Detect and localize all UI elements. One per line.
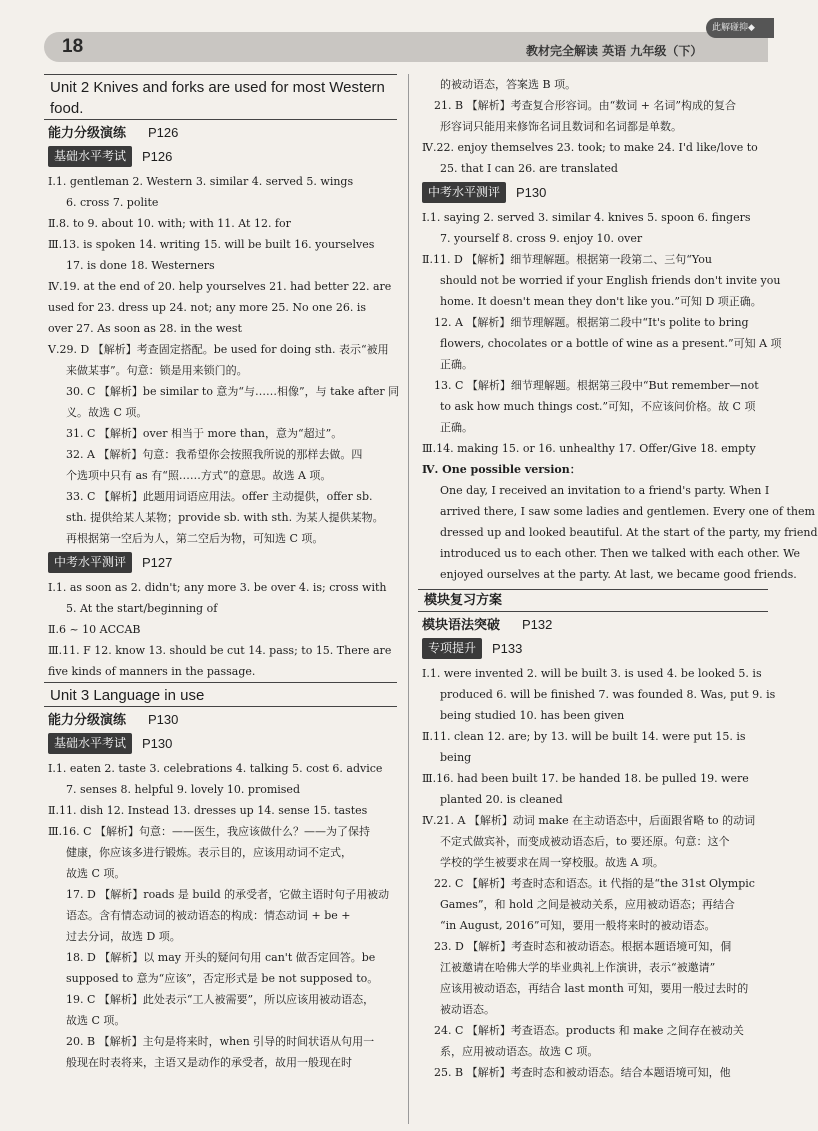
section-title: 能力分级演练	[48, 713, 127, 728]
answer-line: Ⅲ.14. making 15. or 16. unhealthy 17. Offer/Give 18. empty	[422, 442, 756, 455]
answer-line: Ⅱ.11. D 【解析】细节理解题。根据第一段第二、三句“You	[422, 253, 712, 266]
level-tag: 中考水平测评	[422, 182, 506, 203]
answer-line: used for 23. dress up 24. not; any more 25. No one 26. is	[48, 301, 367, 314]
answer-line: should not be worried if your English friends don't invite you	[440, 274, 781, 287]
answer-line: Ⅰ.1. eaten 2. taste 3. celebrations 4. talking 5. cost 6. advice	[48, 762, 383, 775]
answer-line: 正确。	[440, 421, 473, 434]
answer-line: supposed to 意为“应该”，否定形式是 be not supposed to。	[66, 972, 379, 985]
answer-line: 故选 C 项。	[66, 1014, 126, 1027]
answer-line: sth. 提供给某人某物；provide sb. with sth. 为某人提供某物。	[66, 511, 384, 524]
answer-line: 再根据第一空后为人，第二空后为物，可知选 C 项。	[66, 532, 324, 545]
answer-line: 江被邀请在哈佛大学的毕业典礼上作演讲，表示“被邀请”	[440, 961, 716, 974]
answer-line: Ⅱ.11. dish 12. Instead 13. dresses up 14. sense 15. tastes	[48, 804, 368, 817]
level-tag-row	[422, 182, 768, 203]
answer-line: being	[440, 751, 472, 764]
answer-line: Ⅲ.16. C 【解析】句意：——医生，我应该做什么？——为了保持	[48, 825, 371, 838]
answer-line: 5. At the start/beginning of	[66, 602, 218, 615]
answer-line: 般现在时表将来，主语又是动作的承受者，故用一般现在时	[66, 1056, 352, 1069]
page-ref: P126	[148, 125, 179, 140]
answer-line: “in August, 2016”可知，要用一般将来时的被动语态。	[440, 919, 716, 932]
header-badge: 此解碰抑◆	[706, 18, 774, 38]
answer-line: 19. C 【解析】此处表示“工人被需要”，所以应该用被动语态，	[66, 993, 375, 1006]
page-number: 18	[62, 36, 84, 57]
level-tag: 基础水平考试	[48, 733, 132, 754]
answer-line: 18. D 【解析】以 may 开头的疑问句用 can't 做否定回答。be	[66, 951, 376, 964]
answer-line: to ask how much things cost.”可知，不应该问价格。故 C 项	[440, 400, 756, 413]
answer-line: Ⅳ.21. A 【解析】动词 make 在主动语态中，后面跟省略 to 的动词	[422, 814, 756, 827]
answer-line: 30. C 【解析】be similar to 意为“与……相像”，与 take after 同	[66, 385, 400, 398]
answer-line: 31. C 【解析】over 相当于 more than，意为“超过”。	[66, 427, 343, 440]
answer-line: 健康，你应该多进行锻炼。表示目的，应该用动词不定式，	[66, 846, 352, 859]
answer-line: 来做某事”。句意：锁是用来锁门的。	[66, 364, 248, 377]
left-column	[44, 74, 400, 1073]
answer-line: introduced us to each other. Then we talked with each other. We	[440, 547, 800, 560]
answer-line: 23. D 【解析】考查时态和被动语态。根据本题语境可知，侗	[434, 940, 732, 953]
section-heading	[48, 711, 397, 730]
answer-line: 6. cross 7. polite	[66, 196, 159, 209]
answer-line: 正确。	[440, 358, 473, 371]
answer-line: Ⅱ.8. to 9. about 10. with; with 11. At 12. for	[48, 217, 291, 230]
answer-line: Ⅳ. One possible version：	[422, 463, 581, 476]
answer-line: home. It doesn't mean they don't like you.”可知 D 项正确。	[440, 295, 762, 308]
answer-line: Ⅳ.19. at the end of 20. help yourselves 21. had better 22. are	[48, 280, 392, 293]
answer-line: 12. A 【解析】细节理解题。根据第二段中“It's polite to bring	[434, 316, 749, 329]
answer-line: Ⅲ.13. is spoken 14. writing 15. will be built 16. yourselves	[48, 238, 375, 251]
answer-line: 24. C 【解析】考查语态。products 和 make 之间存在被动关	[434, 1024, 744, 1037]
answer-line: 21. B 【解析】考查复合形容词。由“数词 + 名词”构成的复合	[434, 99, 737, 112]
answer-line: produced 6. will be finished 7. was founded 8. Was, put 9. is	[440, 688, 776, 701]
answer-line: 33. C 【解析】此题用词语应用法。offer 主动提供，offer sb.	[66, 490, 373, 503]
answer-line: Ⅰ.1. gentleman 2. Western 3. similar 4. served 5. wings	[48, 175, 354, 188]
answer-line: over 27. As soon as 28. in the west	[48, 322, 242, 335]
column-divider	[408, 74, 409, 1124]
level-tag-row	[48, 552, 397, 573]
unit-heading: Unit 2 Knives and forks are used for most Western food.	[44, 74, 397, 120]
answer-line: 17. is done 18. Westerners	[66, 259, 215, 272]
answer-line: planted 20. is cleaned	[440, 793, 563, 806]
level-tag: 中考水平测评	[48, 552, 132, 573]
answer-line: 被动语态。	[440, 1003, 495, 1016]
level-tag: 专项提升	[422, 638, 482, 659]
answer-line: Ⅲ.11. F 12. know 13. should be cut 14. pass; to 15. There are	[48, 644, 392, 657]
answer-line: Ⅱ.11. clean 12. are; by 13. will be built 14. were put 15. is	[422, 730, 746, 743]
answer-line: arrived there, I saw some ladies and gentlemen. Every one of them	[440, 505, 815, 518]
answer-line: Ⅰ.1. were invented 2. will be built 3. is used 4. be looked 5. is	[422, 667, 762, 680]
answer-line: 7. yourself 8. cross 9. enjoy 10. over	[440, 232, 643, 245]
section-title: 模块语法突破	[422, 618, 501, 633]
answer-line: enjoyed ourselves at the party. At last, we became good friends.	[440, 568, 797, 581]
answer-line: 形容词只能用来修饰名词且数词和名词都是单数。	[440, 120, 682, 133]
answer-line: 义。故选 C 项。	[66, 406, 148, 419]
answer-line: 13. C 【解析】细节理解题。根据第三段中“But remember—not	[434, 379, 759, 392]
answer-line: 20. B 【解析】主句是将来时，when 引导的时间状语从句用一	[66, 1035, 375, 1048]
answer-line: 个选项中只有 as 有“照……方式”的意思。故选 A 项。	[66, 469, 332, 482]
answer-line: 不定式做宾补，而变成被动语态后，to 要还原。句意：这个	[440, 835, 730, 848]
answer-line: 17. D 【解析】roads 是 build 的承受者，它做主语时句子用被动	[66, 888, 390, 901]
answer-line: 故选 C 项。	[66, 867, 126, 880]
section-heading	[48, 124, 397, 143]
answer-line: flowers, chocolates or a bottle of wine as a present.”可知 A 项	[440, 337, 782, 350]
right-column	[418, 74, 818, 1083]
level-tag-row	[48, 733, 397, 754]
section-heading	[422, 616, 768, 635]
answer-line: 25. B 【解析】考查时态和被动语态。结合本题语境可知，他	[434, 1066, 731, 1079]
review-section-bar: 模块复习方案	[418, 589, 768, 612]
answer-line: Ⅳ.22. enjoy themselves 23. took; to make 24. I'd like/love to	[422, 141, 758, 154]
answer-line: being studied 10. has been given	[440, 709, 625, 722]
page-ref: P127	[142, 555, 173, 570]
answer-line: 32. A 【解析】句意：我希望你会按照我所说的那样去做。四	[66, 448, 363, 461]
answer-line: 的被动语态，答案选 B 项。	[440, 78, 577, 91]
answer-line: 学校的学生被要求在周一穿校服。故选 A 项。	[440, 856, 664, 869]
page-ref: P130	[142, 736, 173, 751]
answer-line: Ⅱ.6 ~ 10 ACCAB	[48, 623, 141, 636]
page-ref: P132	[522, 617, 553, 632]
answer-line: 系，应用被动语态。故选 C 项。	[440, 1045, 599, 1058]
answer-line: Games”，和 hold 之间是被动关系，应用被动语态；再结合	[440, 898, 735, 911]
answer-line: Ⅴ.29. D 【解析】考查固定搭配。be used for doing sth. 表示“被用	[48, 343, 389, 356]
page-ref: P130	[148, 712, 179, 727]
page-ref: P130	[516, 185, 547, 200]
page-ref: P133	[492, 641, 523, 656]
answer-line: Ⅰ.1. as soon as 2. didn't; any more 3. be over 4. is; cross with	[48, 581, 387, 594]
answer-line: One day, I received an invitation to a friend's party. When I	[440, 484, 770, 497]
section-title: 能力分级演练	[48, 126, 127, 141]
unit-heading: Unit 3 Language in use	[44, 682, 397, 707]
answer-line: dressed up and looked beautiful. At the start of the party, my friend	[440, 526, 818, 539]
answer-line: 过去分词，故选 D 项。	[66, 930, 181, 943]
answer-line: five kinds of manners in the passage.	[48, 665, 256, 678]
book-title: 教材完全解读 英语 九年级（下）	[526, 44, 703, 58]
answer-line: 语态。含有情态动词的被动语态的构成：情态动词 + be +	[66, 909, 351, 922]
answer-line: Ⅰ.1. saying 2. served 3. similar 4. knives 5. spoon 6. fingers	[422, 211, 751, 224]
level-tag-row	[422, 638, 768, 659]
level-tag-row	[48, 146, 397, 167]
level-tag: 基础水平考试	[48, 146, 132, 167]
answer-line: 25. that I can 26. are translated	[440, 162, 618, 175]
answer-line: 22. C 【解析】考查时态和语态。it 代指的是“the 31st Olympic	[434, 877, 755, 890]
page-ref: P126	[142, 149, 173, 164]
answer-line: 7. senses 8. helpful 9. lovely 10. promised	[66, 783, 300, 796]
answer-line: 应该用被动语态，再结合 last month 可知，要用一般过去时的	[440, 982, 749, 995]
answer-line: Ⅲ.16. had been built 17. be handed 18. be pulled 19. were	[422, 772, 749, 785]
